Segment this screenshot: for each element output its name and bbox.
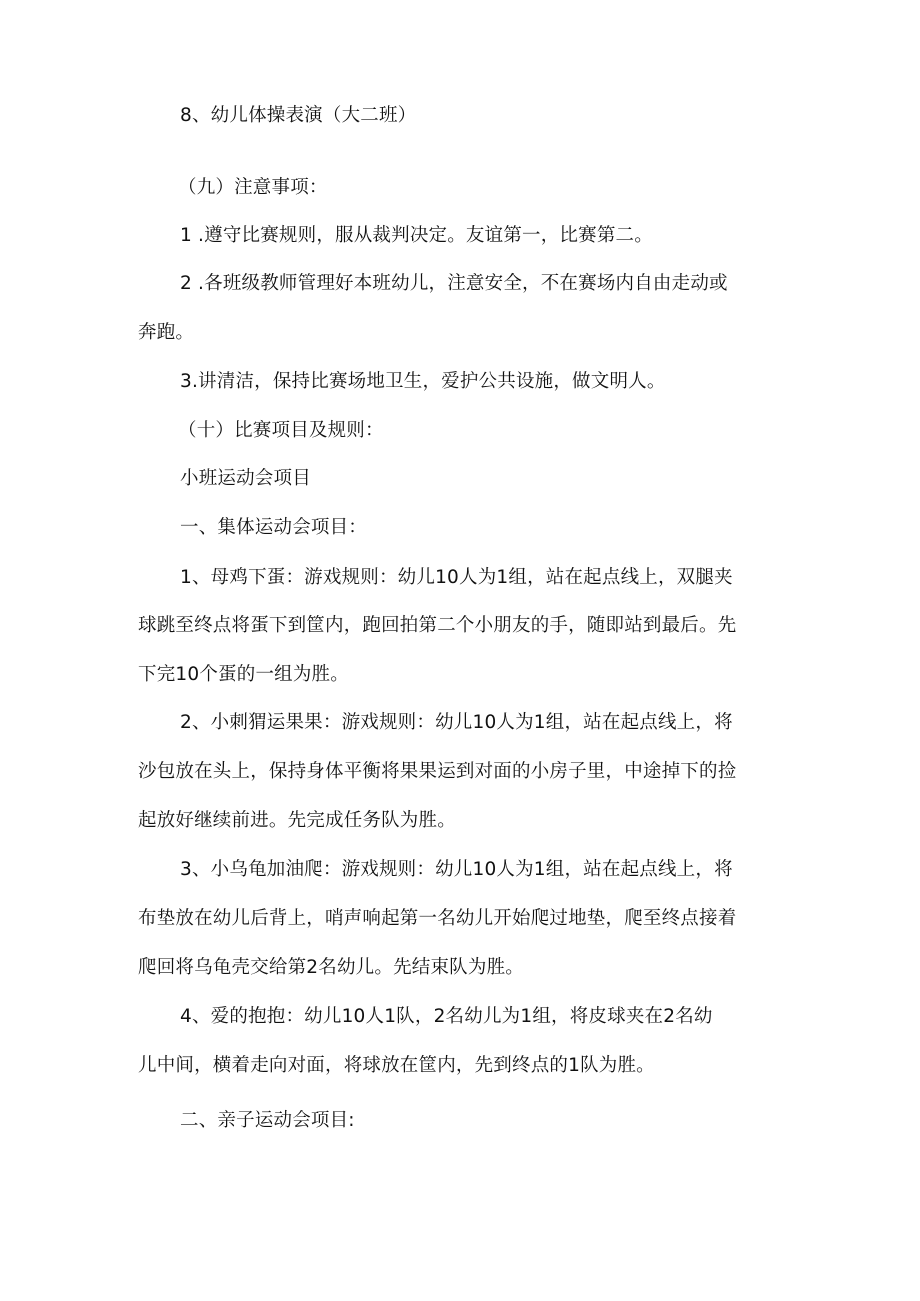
section-10-heading: （十）比赛项目及规则： [178,420,384,441]
event-3-line-2: 布垫放在幼儿后背上，哨声响起第一名幼儿开始爬过地垫，爬至终点接着 [138,908,737,929]
note-2-line-1: 2 .各班级教师管理好本班幼儿，注意安全，不在赛场内自由走动或 [180,273,728,294]
event-1-line-2: 球跳至终点将蛋下到筐内，跑回拍第二个小朋友的手，随即站到最后。先 [138,615,737,636]
event-1-line-3: 下完10个蛋的一组为胜。 [138,664,349,685]
section-9-heading: （九）注意事项： [178,177,328,198]
note-3: 3.讲清洁，保持比赛场地卫生，爱护公共设施，做文明人。 [180,371,666,392]
event-2-line-3: 起放好继续前进。先完成任务队为胜。 [138,810,456,831]
item-8-performance: 8、幼儿体操表演（大二班） [180,105,417,126]
note-2-line-2: 奔跑。 [138,322,195,343]
event-4-line-2: 儿中间，横着走向对面，将球放在筐内，先到终点的1队为胜。 [138,1055,655,1076]
event-2-line-1: 2、小刺猬运果果：游戏规则：幼儿10人为1组，站在起点线上，将 [180,712,733,733]
parent-child-events-heading: 二、亲子运动会项目: [180,1110,355,1131]
small-class-heading: 小班运动会项目 [180,468,311,489]
group-events-heading: 一、集体运动会项目： [180,517,368,538]
event-3-line-1: 3、小乌龟加油爬：游戏规则：幼儿10人为1组，站在起点线上，将 [180,859,733,880]
event-2-line-2: 沙包放在头上，保持身体平衡将果果运到对面的小房子里，中途掉下的捡 [138,761,737,782]
event-3-line-3: 爬回将乌龟壳交给第2名幼儿。先结束队为胜。 [138,957,524,978]
event-1-line-1: 1、母鸡下蛋：游戏规则：幼儿10人为1组，站在起点线上，双腿夹 [180,567,733,588]
note-1: 1 .遵守比赛规则，服从裁判决定。友谊第一，比赛第二。 [180,225,653,246]
event-4-line-1: 4、爱的抱抱：幼儿10人1队，2名幼儿为1组，将皮球夹在2名幼 [180,1006,713,1027]
